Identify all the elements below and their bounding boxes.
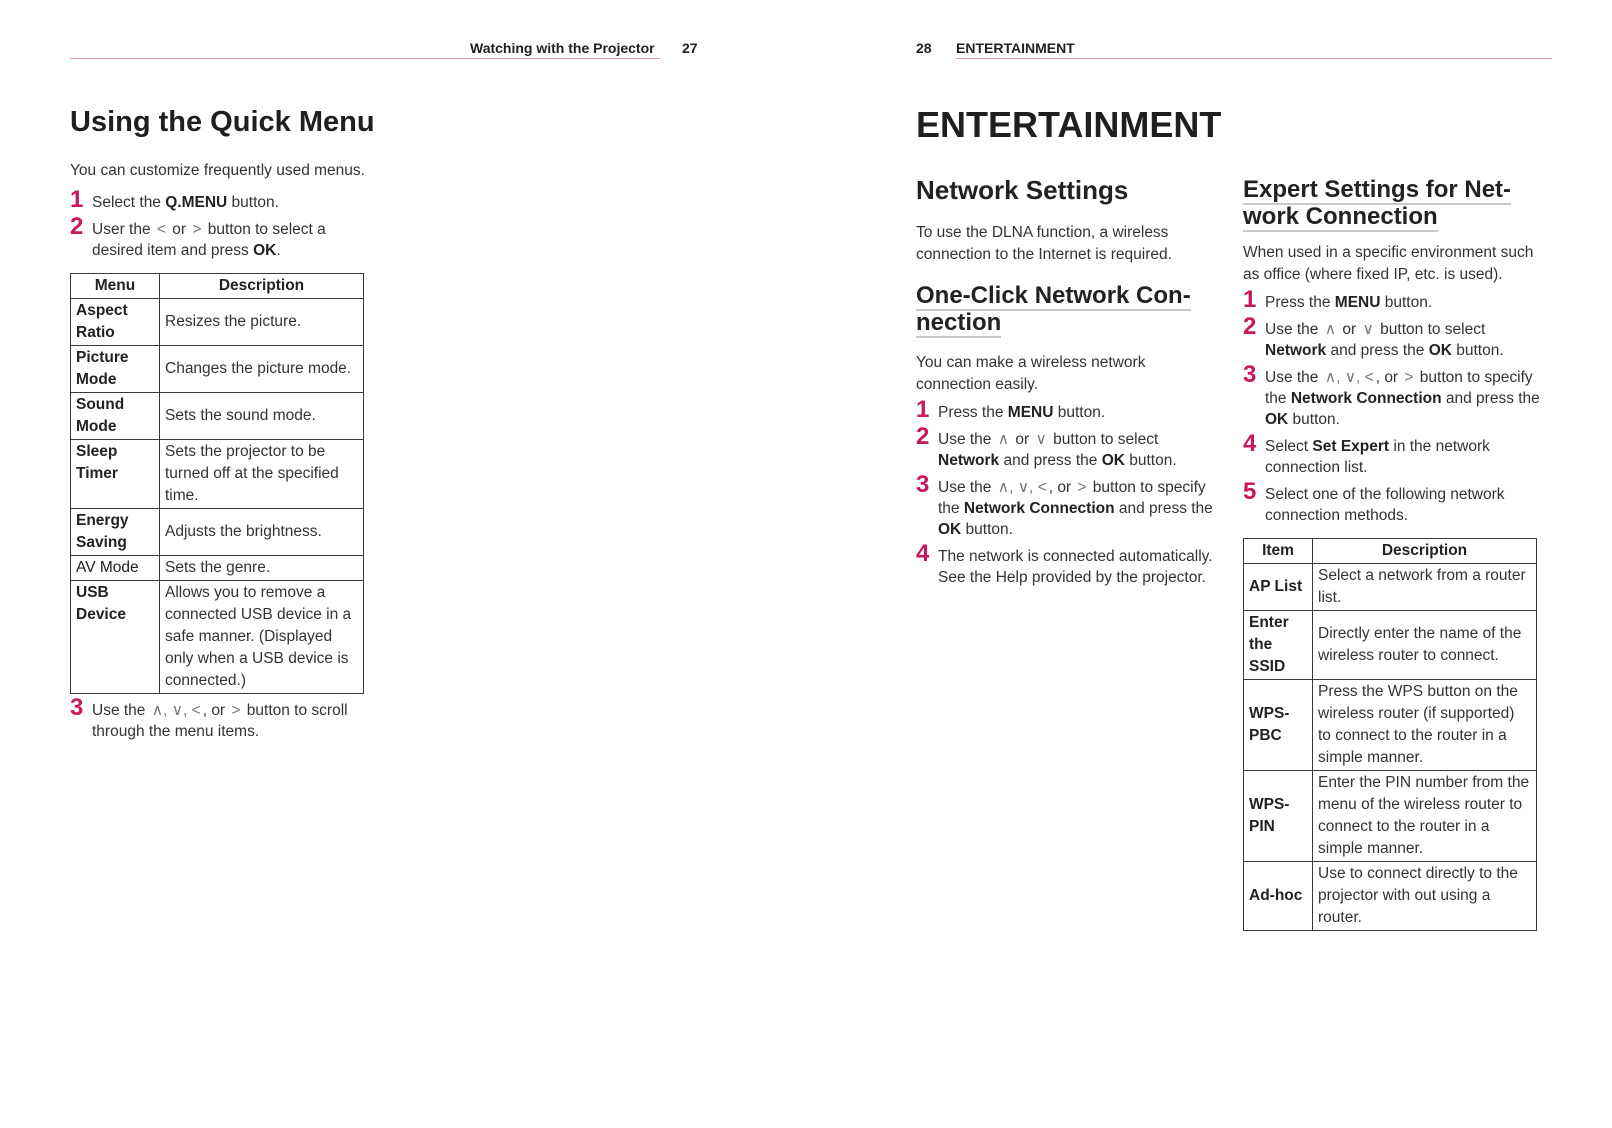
step-text: button. [1451,342,1504,359]
table-row [1244,680,1537,771]
table-cell-menu: Aspect Ratio [71,299,160,346]
step-text: button. [1288,411,1340,428]
step-text: button. [227,194,279,211]
section-intro: When used in a specific environment such as office (where fixed IP, etc. is used). [1243,244,1534,283]
step-text: and press the [1326,342,1429,359]
table-cell-item: WPS-PBC [1244,680,1313,771]
table-cell-desc: Sets the genre. [160,556,364,581]
heading-line: work Connection [1243,203,1438,230]
step-text: or [1011,431,1034,448]
table-row [1244,564,1537,611]
page-number: 28 [916,40,932,56]
step-bold: MENU [1334,294,1381,311]
table-header: Description [160,274,364,299]
section-intro: You can make a wireless network connection easily. [916,354,1146,393]
step-text: , or [1375,369,1403,386]
step-text: button to select a desired item and press [92,221,326,259]
table-cell-desc: Press the WPS button on the wireless router (if supported) to connect to the router in a simple manner. [1313,680,1537,771]
table-row [71,440,364,509]
step-item [1243,478,1543,526]
step-bold: Network [938,452,1000,469]
header-rule [70,58,660,59]
right-page [806,0,1612,1128]
step-text: button to scroll through the menu items. [92,702,348,740]
step-item [70,694,370,742]
table-cell-desc: Use to connect directly to the projector with out using a router. [1313,862,1537,931]
step-text: See the Help provided by the projector. [938,569,1206,586]
page-title: ENTERTAINMENT [916,104,1222,145]
heading-line: nection [916,309,1002,336]
up-arrow-icon: ∧ [997,431,1010,448]
step-bold: Network [1265,342,1327,359]
step-text: button. [1124,452,1177,469]
step-bold: Set Expert [1312,438,1390,455]
table-row [71,393,364,440]
step-text: Select the [92,194,166,211]
step-bold: Q.MENU [165,194,228,211]
step-text: button. [961,521,1013,538]
table-cell-desc: Select a network from a router list. [1313,564,1537,611]
table-cell-menu: Sleep Timer [71,440,160,509]
table-cell-desc: Changes the picture mode. [160,346,364,393]
table-header: Item [1244,539,1313,564]
step-text: Select [1265,438,1313,455]
right-arrow-icon: > [1404,369,1414,386]
page-number: 27 [682,40,698,56]
network-column [916,176,1216,588]
step-text: , or [1048,479,1076,496]
step-text: or [167,221,191,238]
left-content [70,160,370,742]
step-item [1243,313,1543,361]
step-bold: OK [1101,452,1125,469]
right-arrow-icon: > [231,702,241,719]
table-cell-item: Enter the SSID [1244,611,1313,680]
table-row [71,556,364,581]
right-arrow-icon: > [1077,479,1087,496]
connection-methods-table [1243,538,1537,931]
step-text: and press the [999,452,1102,469]
step-text: Press the [1265,294,1335,311]
section-intro: To use the DLNA function, a wireless connection to the Internet is required. [916,224,1172,263]
page-title: Using the Quick Menu [70,106,375,138]
table-cell-desc: Adjusts the brightness. [160,509,364,556]
table-header: Description [1313,539,1537,564]
step-bold: Network Connection [1290,390,1442,407]
arrow-icons: ∧, ∨, < [997,479,1047,496]
table-row [1244,862,1537,931]
section-heading [916,282,1216,336]
step-number: 1 [916,396,930,423]
step-item [916,423,1216,471]
step-bold: OK [938,521,962,538]
step-bold: OK [1428,342,1452,359]
step-number: 2 [916,423,930,450]
heading-line: One-Click Network Con- [916,282,1191,309]
step-text: . [276,242,281,259]
step-text: Use the [92,702,150,719]
step-number: 3 [916,471,930,498]
step-text: button to specify the [938,479,1206,517]
step-item [1243,430,1543,478]
step-text: The network is connected automatically. [938,548,1213,565]
step-text: Select one of the following network connection methods. [1265,486,1505,524]
table-row [1244,611,1537,680]
table-cell-item: Ad-hoc [1244,862,1313,931]
step-bold: OK [1265,411,1289,428]
table-cell-item: AP List [1244,564,1313,611]
step-text: , or [202,702,230,719]
running-header-title: Watching with the Projector [470,40,655,56]
step-bold: Network Connection [963,500,1115,517]
table-row [71,581,364,694]
step-text: or [1338,321,1361,338]
down-arrow-icon: ∨ [1362,321,1374,338]
table-cell-desc: Sets the projector to be turned off at the specified time. [160,440,364,509]
table-row [71,509,364,556]
step-number: 2 [70,213,84,240]
step-number: 1 [1243,286,1257,313]
step-number: 1 [70,186,84,213]
table-cell-desc: Directly enter the name of the wireless router to connect. [1313,611,1537,680]
step-text: button to select [1048,431,1159,448]
table-row [71,299,364,346]
step-text: Use the [1265,321,1323,338]
step-text: Use the [1265,369,1323,386]
left-arrow-icon: < [156,221,166,238]
step-number: 4 [916,540,930,567]
step-item [916,540,1216,588]
running-header-title: ENTERTAINMENT [956,40,1075,56]
section-heading: Network Settings [916,175,1129,205]
up-arrow-icon: ∧ [1324,321,1337,338]
table-cell-menu: Energy Saving [71,509,160,556]
table-cell-menu: USB Device [71,581,160,694]
right-arrow-icon: > [192,221,202,238]
heading-line: Expert Settings for Net- [1243,176,1512,203]
header-rule [956,58,1552,59]
table-cell-menu: Sound Mode [71,393,160,440]
step-bold: MENU [1007,404,1054,421]
down-arrow-icon: ∨ [1035,431,1047,448]
table-header: Menu [71,274,160,299]
table-cell-desc: Resizes the picture. [160,299,364,346]
section-heading [1243,176,1543,230]
step-item [916,396,1216,423]
arrow-icons: ∧, ∨, < [1324,369,1374,386]
step-number: 3 [70,694,84,721]
step-text: and press the [1114,500,1213,517]
table-cell-item: WPS-PIN [1244,771,1313,862]
step-text: Use the [938,479,996,496]
table-cell-menu: Picture Mode [71,346,160,393]
step-item [1243,361,1543,430]
step-text: and press the [1441,390,1540,407]
step-item [70,213,370,261]
step-item [1243,286,1543,313]
step-item [916,471,1216,540]
quick-menu-table [70,273,364,694]
arrow-icons: ∧, ∨, < [151,702,201,719]
step-text: Use the [938,431,996,448]
step-bold: OK [253,242,277,259]
table-row [71,346,364,393]
step-item [70,186,370,213]
intro-text: You can customize frequently used menus. [70,162,365,179]
step-number: 3 [1243,361,1257,388]
step-number: 4 [1243,430,1257,457]
step-text: in the network connection list. [1265,438,1490,476]
expert-column [1243,176,1543,931]
step-text: button. [1053,404,1106,421]
table-cell-desc: Sets the sound mode. [160,393,364,440]
step-text: button to specify the [1265,369,1533,407]
table-row [1244,771,1537,862]
step-text: button to select [1375,321,1486,338]
step-number: 5 [1243,478,1257,505]
table-cell-menu: AV Mode [71,556,160,581]
step-number: 2 [1243,313,1257,340]
table-cell-desc: Allows you to remove a connected USB device in a safe manner. (Displayed only when a USB device is connected.) [160,581,364,694]
table-cell-desc: Enter the PIN number from the menu of the wireless router to connect to the router in a simple manner. [1313,771,1537,862]
step-text: Press the [938,404,1008,421]
step-text: User the [92,221,155,238]
step-text: button. [1380,294,1433,311]
